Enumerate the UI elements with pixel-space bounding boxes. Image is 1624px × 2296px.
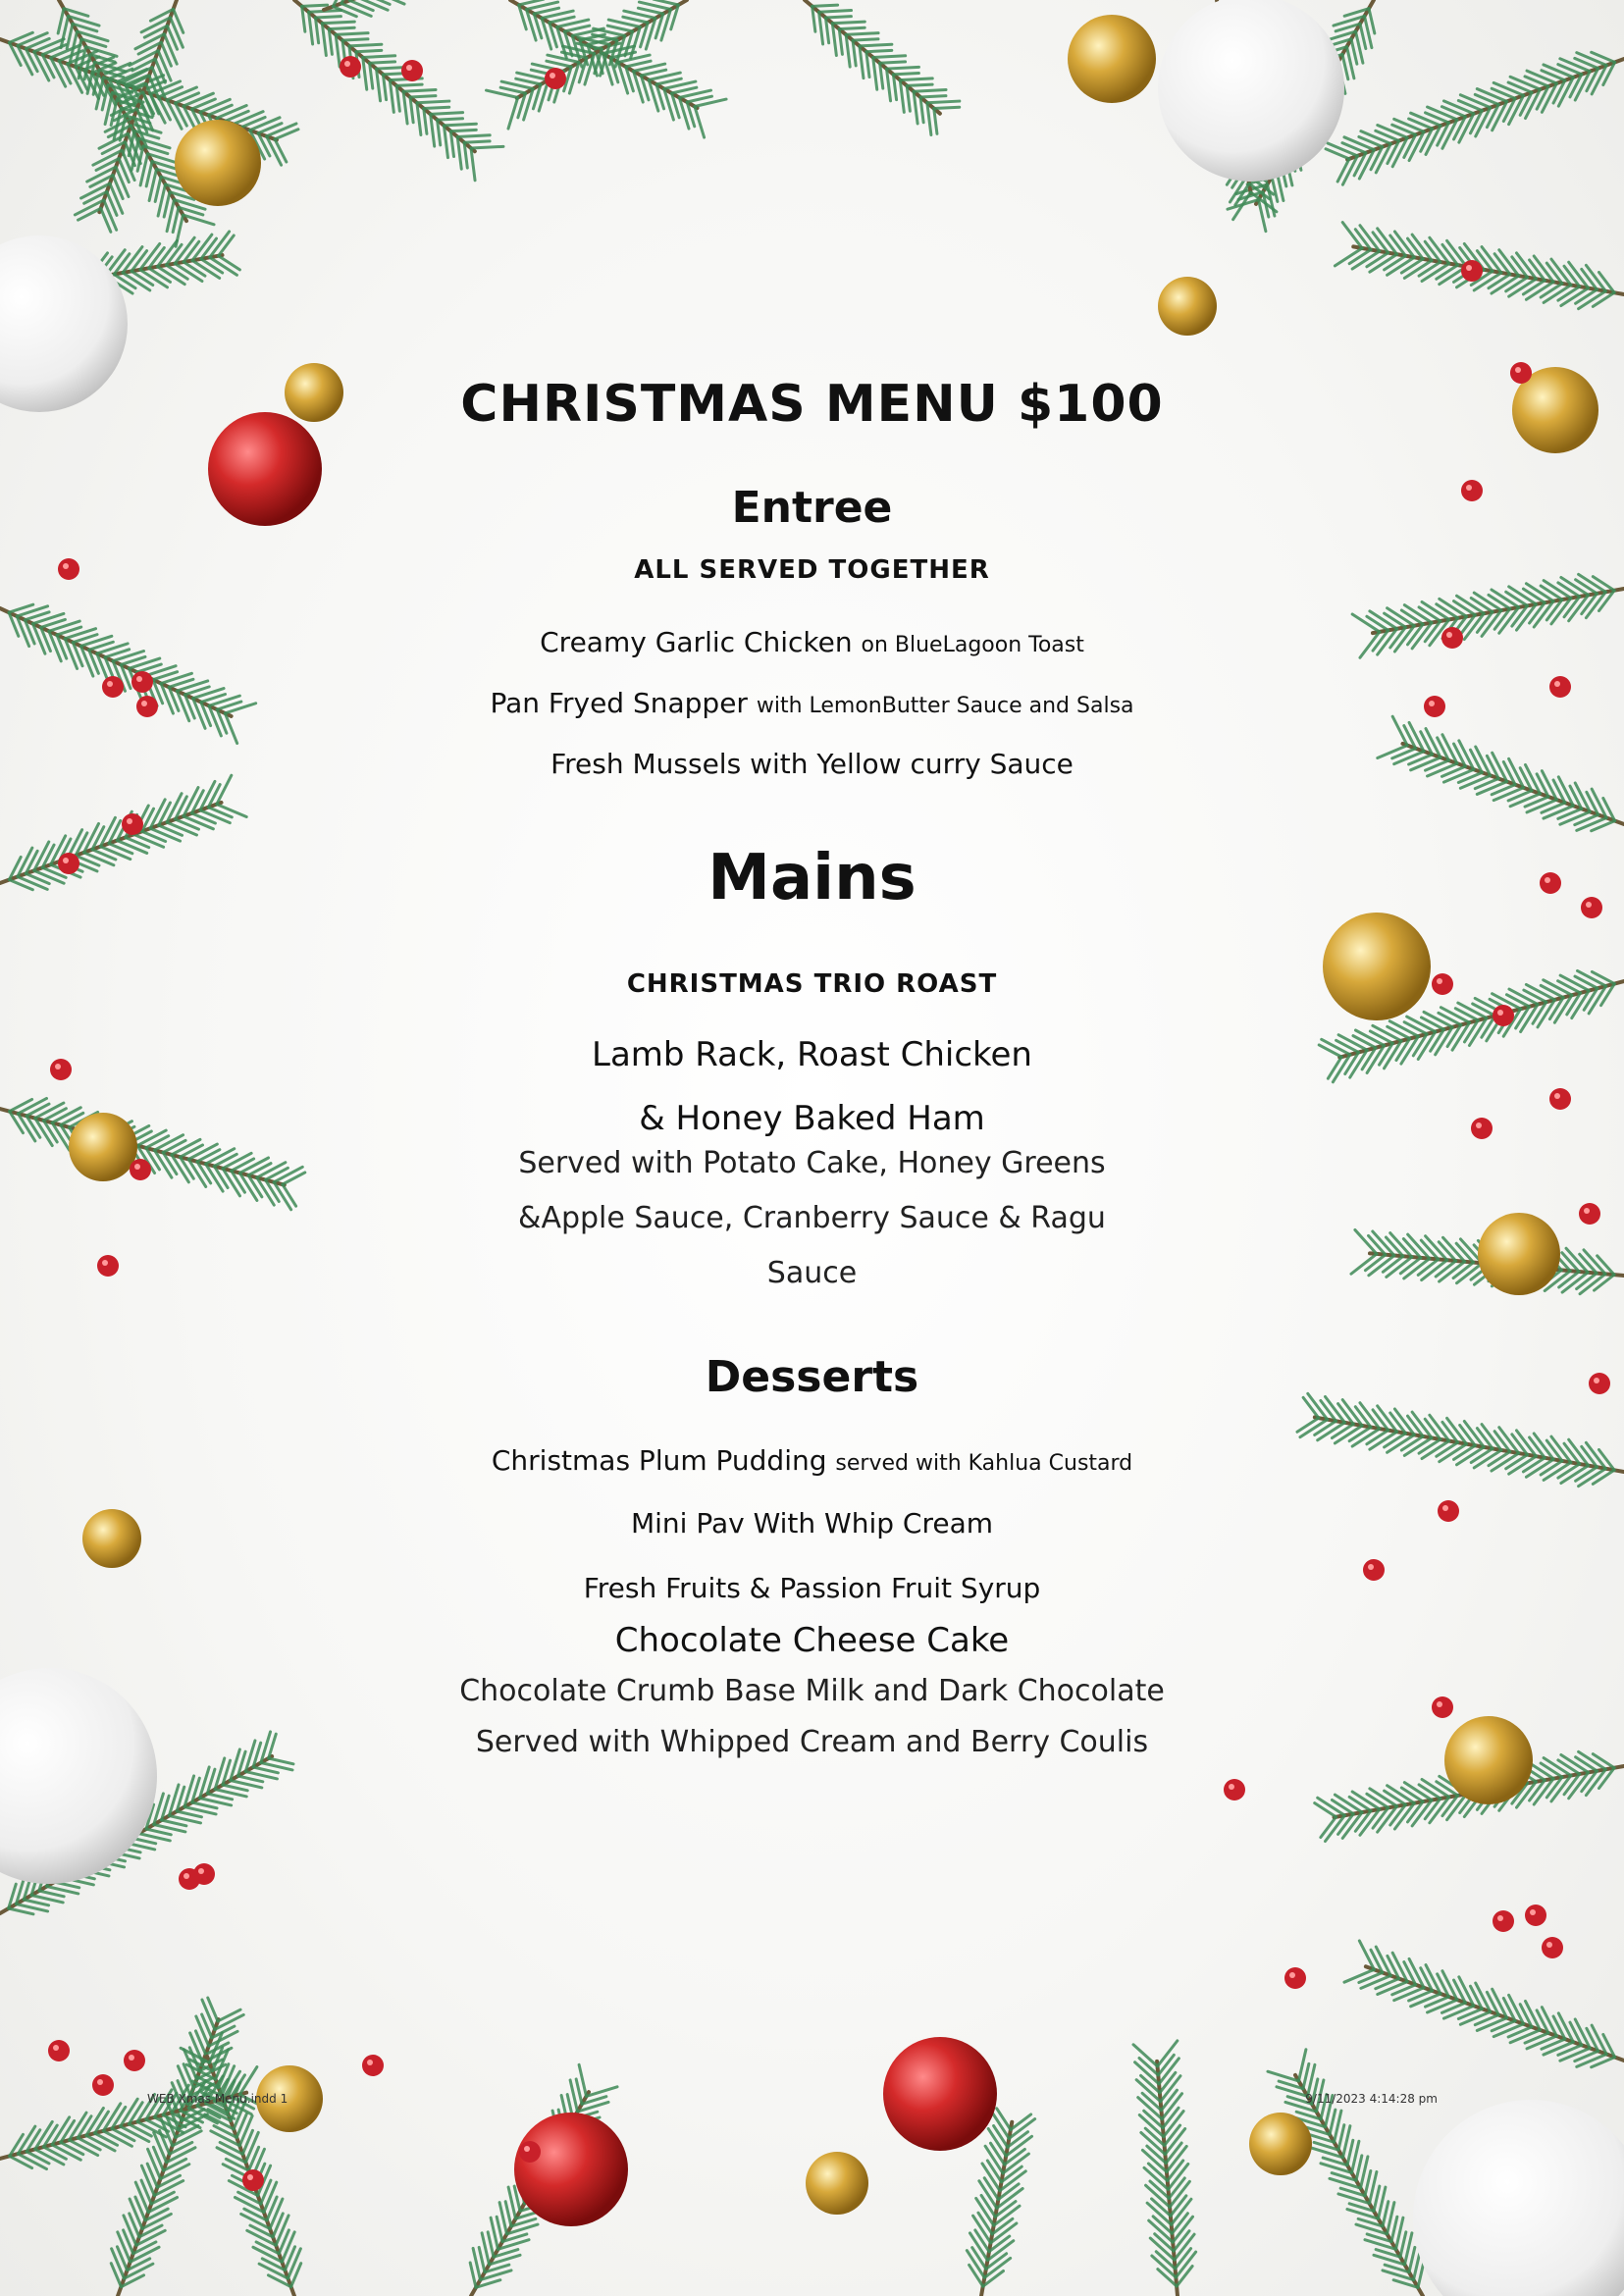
berry-highlight bbox=[198, 1868, 204, 1874]
berry bbox=[1493, 1005, 1514, 1026]
berry bbox=[1224, 1779, 1245, 1800]
pine-branch bbox=[1326, 52, 1624, 184]
desserts-heading: Desserts bbox=[705, 1352, 919, 1402]
ornament-ball bbox=[1158, 0, 1344, 182]
berry bbox=[1493, 1910, 1514, 1932]
menu-title: CHRISTMAS MENU $100 bbox=[460, 375, 1164, 434]
ornament-ball bbox=[806, 2152, 868, 2215]
dessert-item: Fresh Fruits & Passion Fruit Syrup bbox=[583, 1572, 1041, 1604]
berry-highlight bbox=[1289, 1972, 1295, 1978]
dessert-item: Christmas Plum Pudding served with Kahlua Custard bbox=[491, 1444, 1133, 1477]
berry bbox=[1461, 260, 1483, 282]
dessert-item: Mini Pav With Whip Cream bbox=[630, 1507, 994, 1539]
dessert-cake-description: Served with Whipped Cream and Berry Coulis bbox=[475, 1725, 1149, 1759]
berry-highlight bbox=[1466, 265, 1472, 271]
pine-branch bbox=[294, 0, 503, 181]
dessert-cake-description: Chocolate Crumb Base Milk and Dark Chocolate bbox=[459, 1674, 1165, 1708]
footer-timestamp: 9/11/2023 4:14:28 pm bbox=[1305, 2092, 1438, 2106]
ornament-ball bbox=[1323, 913, 1431, 1020]
berry bbox=[48, 2040, 70, 2061]
mains-heading: Mains bbox=[707, 842, 917, 914]
berry-highlight bbox=[183, 1873, 189, 1879]
pine-branch bbox=[1133, 2041, 1196, 2296]
pine-branch bbox=[1344, 1941, 1624, 2067]
berry-highlight bbox=[1515, 367, 1521, 373]
berry bbox=[242, 2169, 264, 2191]
berry-highlight bbox=[550, 73, 555, 78]
berry-highlight bbox=[1497, 1915, 1503, 1921]
pine-branch bbox=[324, 0, 587, 17]
entree-item: Creamy Garlic Chicken on BlueLagoon Toast bbox=[540, 626, 1084, 658]
berry-highlight bbox=[53, 2045, 59, 2051]
ornament-ball bbox=[883, 2037, 997, 2151]
berry-highlight bbox=[344, 61, 350, 67]
berry-highlight bbox=[136, 676, 142, 682]
mains-description-line: Served with Potato Cake, Honey Greens bbox=[518, 1146, 1106, 1180]
berry bbox=[124, 2050, 145, 2071]
mains-dish-line: & Honey Baked Ham bbox=[639, 1099, 985, 1138]
ornament-ball bbox=[175, 120, 261, 206]
berry-highlight bbox=[247, 2174, 253, 2180]
ornament-ball bbox=[1068, 15, 1156, 103]
berry-highlight bbox=[129, 2055, 134, 2061]
berry-highlight bbox=[1546, 1942, 1552, 1948]
mains-subheading: CHRISTMAS TRIO ROAST bbox=[626, 969, 998, 999]
entree-subheading: ALL SERVED TOGETHER bbox=[634, 555, 990, 585]
ornament-ball bbox=[1249, 2113, 1312, 2175]
berry-highlight bbox=[1229, 1784, 1234, 1790]
footer-file-label: WEB Xmas Menu.indd 1 bbox=[147, 2092, 288, 2106]
berry-highlight bbox=[367, 2060, 373, 2065]
berry-highlight bbox=[127, 818, 132, 824]
berry-highlight bbox=[1497, 1010, 1503, 1016]
berry bbox=[340, 56, 361, 78]
berry bbox=[545, 68, 566, 89]
mains-dish-line: Lamb Rack, Roast Chicken bbox=[592, 1035, 1032, 1074]
ornament-ball bbox=[1158, 277, 1217, 336]
berry bbox=[519, 2141, 541, 2163]
entree-item: Pan Fryed Snapper with LemonButter Sauce and Salsa bbox=[490, 687, 1134, 719]
berry bbox=[193, 1863, 215, 1885]
berry bbox=[92, 2074, 114, 2096]
berry bbox=[401, 60, 423, 81]
entree-item: Fresh Mussels with Yellow curry Sauce bbox=[550, 748, 1074, 780]
berry-highlight bbox=[406, 65, 412, 71]
berry bbox=[122, 813, 143, 835]
berry bbox=[1525, 1905, 1546, 1926]
berry-highlight bbox=[1530, 1909, 1536, 1915]
berry bbox=[362, 2055, 384, 2076]
pine-branch bbox=[805, 0, 960, 135]
entree-heading: Entree bbox=[731, 483, 893, 533]
ornament-ball bbox=[514, 2113, 628, 2226]
berry-highlight bbox=[1368, 1564, 1374, 1570]
berry bbox=[1542, 1937, 1563, 1958]
ornament-ball bbox=[1413, 2100, 1624, 2296]
mains-description-line: &Apple Sauce, Cranberry Sauce & Ragu bbox=[518, 1201, 1106, 1235]
dessert-cake-name: Chocolate Cheese Cake bbox=[614, 1621, 1010, 1660]
mains-description-line: Sauce bbox=[766, 1256, 858, 1290]
berry-highlight bbox=[524, 2146, 530, 2152]
berry-highlight bbox=[97, 2079, 103, 2085]
berry bbox=[1284, 1967, 1306, 1989]
